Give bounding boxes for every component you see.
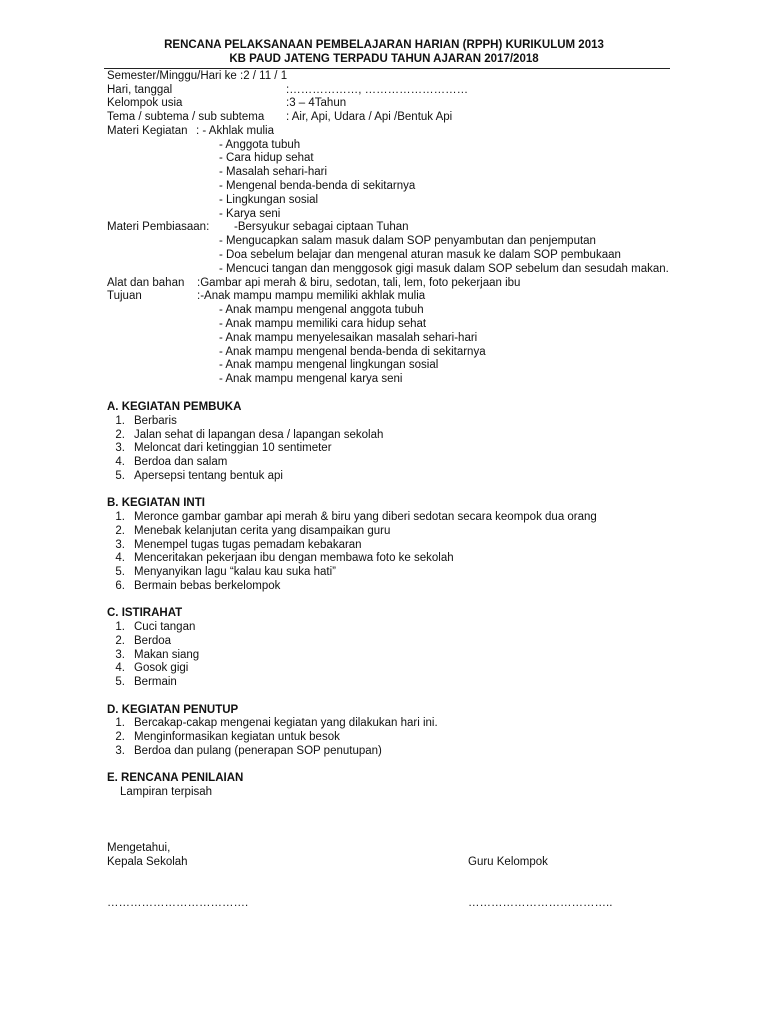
section-a-heading: A. KEGIATAN PEMBUKA [107, 401, 242, 413]
tujuan-item: - Anak mampu mengenal karya seni [219, 373, 403, 385]
list-item: 4. Gosok gigi [115, 662, 189, 674]
section-c-heading: C. ISTIRAHAT [107, 607, 183, 619]
list-item: 3. Berdoa dan pulang (penerapan SOP penutupan) [115, 745, 382, 757]
tujuan-item: - Anak mampu mengenal anggota tubuh [219, 304, 424, 316]
list-item: 1. Bercakap-cakap mengenai kegiatan yang dilakukan hari ini. [115, 717, 438, 729]
alat-label: Alat dan bahan [107, 277, 185, 289]
right-signature-line: ……………………………….. [468, 897, 613, 909]
list-item: 2. Menginformasikan kegiatan untuk besok [115, 731, 340, 743]
kelompok-label: Kelompok usia [107, 97, 183, 109]
pembiasaan-item: - Mengucapkan salam masuk dalam SOP penyambutan dan penjemputan [219, 235, 596, 247]
list-item: 4. Menceritakan pekerjaan ibu dengan membawa foto ke sekolah [115, 552, 454, 564]
semester-value: :2 / 11 / 1 [240, 70, 288, 82]
list-item: 5. Apersepsi tentang bentuk api [115, 470, 283, 482]
pembiasaan-item: - Doa sebelum belajar dan mengenal aturan masuk ke dalam SOP pembukaan [219, 249, 621, 261]
tujuan-label: Tujuan [107, 290, 142, 302]
list-item: 3. Meloncat dari ketinggian 10 sentimeter [115, 442, 332, 454]
list-item: 1. Cuci tangan [115, 621, 196, 633]
section-b-heading: B. KEGIATAN INTI [107, 497, 205, 509]
list-item: 3. Menempel tugas tugas pemadam kebakaran [115, 539, 362, 551]
mengetahui-label: Mengetahui, [107, 842, 171, 854]
alat-value: :Gambar api merah & biru, sedotan, tali, lem, foto pekerjaan ibu [197, 277, 521, 289]
materi-item: - Karya seni [219, 208, 281, 220]
tujuan-first: :-Anak mampu mampu memiliki akhlak mulia [197, 290, 426, 302]
section-d-heading: D. KEGIATAN PENUTUP [107, 704, 239, 716]
tema-value: : Air, Api, Udara / Api /Bentuk Api [286, 111, 453, 123]
list-item: 1. Meronce gambar gambar api merah & biru yang diberi sedotan secara keompok dua orang [115, 511, 597, 523]
section-e-note: Lampiran terpisah [120, 786, 213, 798]
materi-first: : - Akhlak mulia [196, 125, 274, 137]
list-item: 2. Berdoa [115, 635, 172, 647]
materi-item: - Anggota tubuh [219, 139, 301, 151]
materi-label: Materi Kegiatan [107, 125, 188, 137]
list-item: 6. Bermain bebas berkelompok [115, 580, 281, 592]
list-item: 5. Menyanyikan lagu “kalau kau suka hati” [115, 566, 337, 578]
materi-item: - Cara hidup sehat [219, 152, 314, 164]
tujuan-item: - Anak mampu memiliki cara hidup sehat [219, 318, 427, 330]
tujuan-item: - Anak mampu mengenal lingkungan sosial [219, 359, 439, 371]
materi-item: - Mengenal benda-benda di sekitarnya [219, 180, 416, 192]
hari-value: :………………, ……………………… [286, 84, 469, 96]
materi-item: - Masalah sehari-hari [219, 166, 328, 178]
tujuan-item: - Anak mampu mengenal benda-benda di sekitarnya [219, 346, 486, 358]
kepala-sekolah-label: Kepala Sekolah [107, 856, 188, 868]
guru-kelompok-label: Guru Kelompok [468, 856, 548, 868]
pembiasaan-item: - Mencuci tangan dan menggosok gigi masuk dalam SOP sebelum dan sesudah makan. [219, 263, 669, 275]
tema-label: Tema / subtema / sub subtema [107, 111, 265, 123]
list-item: 3. Makan siang [115, 649, 200, 661]
left-signature-line: ………………………………. [107, 897, 249, 909]
section-e-heading: E. RENCANA PENILAIAN [107, 772, 244, 784]
list-item: 5. Bermain [115, 676, 177, 688]
pembiasaan-label: Materi Pembiasaan: [107, 221, 210, 233]
kelompok-value: :3 – 4Tahun [286, 97, 347, 109]
list-item: 4. Berdoa dan salam [115, 456, 228, 468]
semester-label: Semester/Minggu/Hari ke [107, 70, 237, 82]
tujuan-item: - Anak mampu menyelesaikan masalah sehari-hari [219, 332, 478, 344]
pembiasaan-first: -Bersyukur sebagai ciptaan Tuhan [234, 221, 409, 233]
list-item: 2. Menebak kelanjutan cerita yang disampaikan guru [115, 525, 391, 537]
document-title: RENCANA PELAKSANAAN PEMBELAJARAN HARIAN (RPPH) KURIKULUM 2013 [164, 39, 604, 51]
list-item: 2. Jalan sehat di lapangan desa / lapangan sekolah [115, 429, 384, 441]
document-subtitle: KB PAUD JATENG TERPADU TAHUN AJARAN 2017/2018 [229, 53, 539, 65]
materi-item: - Lingkungan sosial [219, 194, 319, 206]
hari-label: Hari, tanggal [107, 84, 173, 96]
list-item: 1. Berbaris [115, 415, 177, 427]
